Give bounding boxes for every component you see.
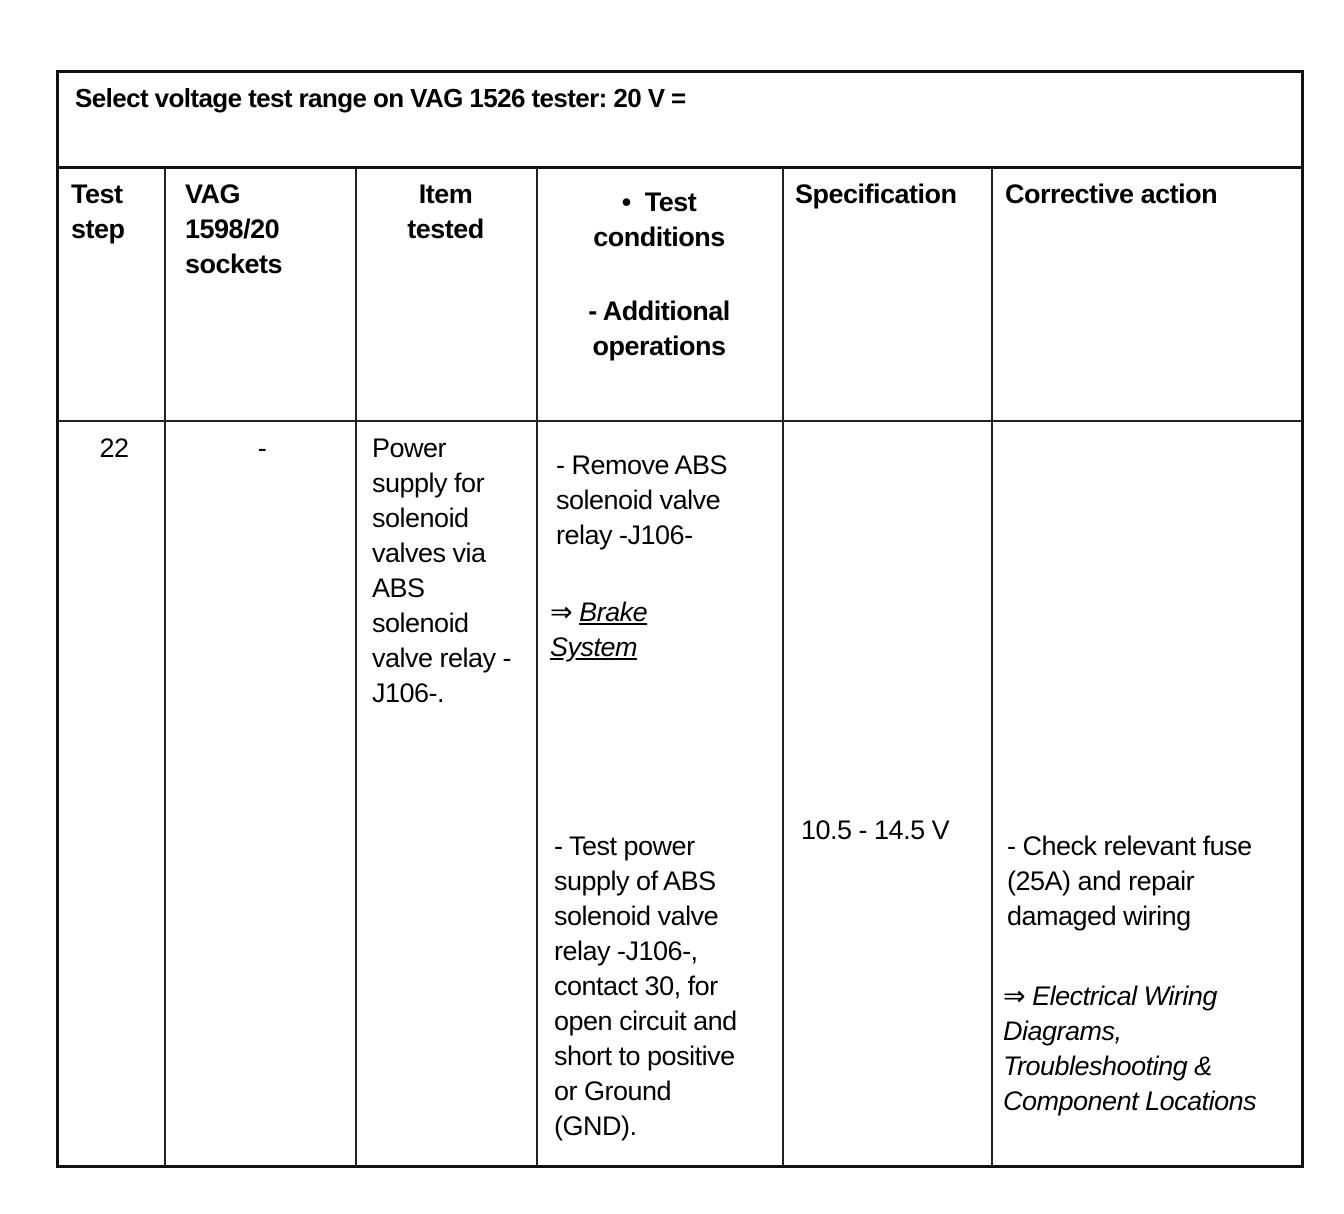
wiring-diagrams-reference[interactable]: ⇒ Electrical Wiring Diagrams, Troubleshooting & Component Locations [1003, 981, 1257, 1116]
cell-test-step: 22 [99, 433, 129, 463]
header-test-conditions: • Test conditions - Additional operations [588, 187, 730, 361]
brake-system-link-continued[interactable]: System [550, 632, 638, 662]
column-divider [782, 169, 784, 1165]
cell-corrective-action: - Check relevant fuse (25A) and repair damaged wiring [1007, 831, 1252, 931]
voltage-range-instruction: Select voltage test range on VAG 1526 tester: 20 V = [75, 83, 686, 113]
cell-item-tested: Power supply for solenoid valves via ABS solenoid valve relay - J106-. [372, 433, 512, 708]
bullet-icon: • [621, 187, 631, 217]
cell-sockets: - [257, 433, 267, 463]
brake-system-link[interactable]: Brake [579, 597, 648, 627]
column-divider [164, 169, 166, 1165]
header-test-step: Test step [71, 179, 125, 244]
header-corrective-action: Corrective action [1005, 179, 1218, 209]
column-divider [991, 169, 993, 1165]
test-table [56, 70, 1304, 1168]
column-divider [355, 169, 357, 1165]
brake-system-reference[interactable] [550, 595, 647, 665]
cell-condition-remove-relay: - Remove ABS solenoid valve relay -J106- [556, 450, 728, 550]
header-divider [59, 420, 1301, 422]
header-specification: Specification [795, 179, 957, 209]
cell-specification: 10.5 - 14.5 V [801, 815, 950, 845]
table-banner [59, 73, 1301, 169]
arrow-right-icon: ⇒ [550, 597, 573, 627]
header-sockets: VAG 1598/20 sockets [185, 179, 283, 279]
header-item-tested: Item tested [407, 179, 484, 244]
arrow-right-icon: ⇒ [1003, 981, 1026, 1011]
cell-condition-test-power: - Test power supply of ABS solenoid valve relay -J106-, contact 30, for open circuit and short to positive or Ground (GND). [554, 831, 737, 1141]
